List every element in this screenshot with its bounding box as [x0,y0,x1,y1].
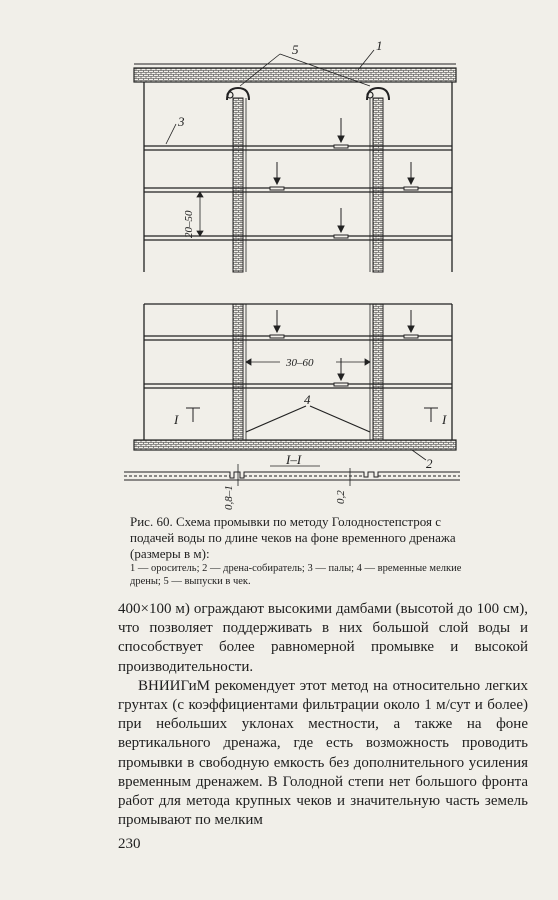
figure-60 [120,40,480,510]
section-marks [186,408,438,422]
depth-dim-2: 0,2 [335,490,347,504]
depth-dims [238,464,350,486]
collector-drain-left-lower [233,304,243,444]
dim-horizontal-label: 30–60 [286,357,314,369]
leader-2 [412,450,426,460]
irrigator-top [134,68,456,82]
label-3: 3 [178,114,185,129]
page-number: 230 [118,836,141,852]
figure-caption: Рис. 60. Схема промывки по методу Голодностепстроя с подачей воды по длине чеков на фоне временного дренажа (размеры в м): [130,514,456,561]
dim-vertical-label: 20–50 [183,210,195,238]
collector-drain-right-lower [373,304,383,444]
collector-drain-left-upper [233,98,243,272]
section-cut-label: I–I [286,452,302,467]
body-text [118,600,528,830]
section-right-label: I [442,412,447,427]
dim-vertical [197,192,203,236]
temp-shallow-drains [246,406,370,432]
figure-legend: 1 — ороситель; 2 — дрена-собиратель; 3 — палы; 4 — временные мелкие дрены; 5 — выпуски в чек. [130,563,462,587]
depth-dim-1: 0,8–1 [223,485,235,510]
collector-drain-right-upper [373,98,383,272]
flow-arrows-upper [274,118,414,232]
section-left-label: I [174,412,179,427]
label-5: 5 [292,42,299,57]
paragraph-2: ВНИИГиМ рекомендует этот метод на относительно легких грунтах (с коэффициентами фильтрации около 1 м/сут и более) при небольших уклонах местности, а также на фоне вертикального дренажа, где есть возможность проводить промывки в свободную емкость без дополнительного усиления временным дренажем. В Голодной степи нет большого фронта работ для метода крупных чеков и значительную часть земель промывают по мелким [118,677,528,829]
section-profile [124,472,460,480]
collector-drain-bottom [134,440,456,450]
label-1: 1 [376,40,383,53]
washing-scheme-diagram [120,40,480,510]
label-4: 4 [304,392,311,407]
label-2: 2 [426,456,433,471]
paragraph-1: 400×100 м) ограждают высокими дамбами (высотой до 100 см), что позволяет поддерживать в них большой слой воды и способствует более равномерной промывке и высокой производительности. [118,601,528,675]
flow-arrows-lower [274,310,414,380]
